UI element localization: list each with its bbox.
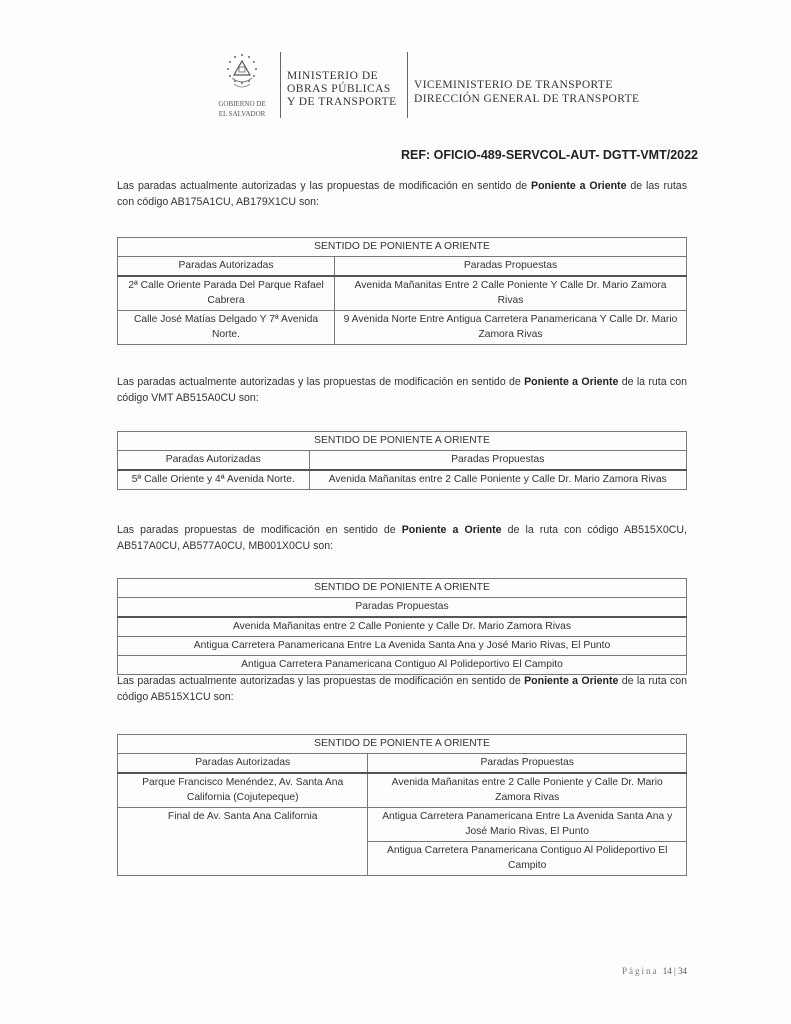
intro-text: Las paradas actualmente autorizadas y las propuestas de modificación en sentido de xyxy=(117,180,532,192)
table-title: SENTIDO DE PONIENTE A ORIENTE xyxy=(118,579,687,598)
table-cell: Avenida Mañanitas entre 2 Calle Poniente y Calle Dr. Mario Zamora Rivas xyxy=(368,773,687,808)
table-cell: Antigua Carretera Panamericana Entre La Avenida Santa Ana y José Mario Rivas, El Punto xyxy=(118,637,687,656)
table-row xyxy=(118,470,687,490)
table-cell: Calle José Matías Delgado Y 7ª Avenida Norte. xyxy=(118,311,335,345)
divider xyxy=(280,52,281,118)
table-title: SENTIDO DE PONIENTE A ORIENTE xyxy=(118,735,687,754)
table-title: SENTIDO DE PONIENTE A ORIENTE xyxy=(118,238,687,257)
divider xyxy=(407,52,408,118)
page-label: Página xyxy=(622,966,659,976)
section-intro xyxy=(117,673,687,705)
table-row xyxy=(118,637,687,656)
ministry-line-2: OBRAS PÚBLICAS xyxy=(287,83,391,95)
stops-table xyxy=(117,431,687,490)
column-header: Paradas Propuestas xyxy=(118,598,687,618)
reference-number: REF: OFICIO-489-SERVCOL-AUT- DGTT-VMT/2022 xyxy=(400,148,698,162)
stops-table xyxy=(117,734,687,876)
table-cell: Antigua Carretera Panamericana Contiguo Al Polideportivo El Campito xyxy=(368,842,687,876)
table-cell: 9 Avenida Norte Entre Antigua Carretera Panamericana Y Calle Dr. Mario Zamora Rivas xyxy=(335,311,687,345)
intro-bold: Poniente a Oriente xyxy=(524,675,619,687)
table-row xyxy=(118,773,687,808)
table-row xyxy=(118,276,687,311)
ministry-line-1: MINISTERIO DE xyxy=(287,70,379,82)
coat-of-arms-icon xyxy=(222,52,262,98)
table-row xyxy=(118,617,687,637)
column-header: Paradas Propuestas xyxy=(368,754,687,774)
section-intro xyxy=(117,522,687,554)
intro-bold: Poniente a Oriente xyxy=(531,180,627,192)
intro-text: de la ruta con código AB515X0CU, AB517A0CU, AB577A0CU, MB001X0CU son: xyxy=(117,524,687,552)
intro-bold: Poniente a Oriente xyxy=(401,524,502,536)
table-cell: Antigua Carretera Panamericana Contiguo Al Polideportivo El Campito xyxy=(118,656,687,675)
column-header: Paradas Autorizadas xyxy=(118,754,368,774)
table-row xyxy=(118,311,687,345)
column-header: Paradas Autorizadas xyxy=(118,451,310,471)
intro-text: de la ruta con código VMT AB515A0CU son: xyxy=(117,376,688,404)
table-cell: Parque Francisco Menéndez, Av. Santa Ana California (Cojutepeque) xyxy=(118,773,368,808)
column-header: Paradas Autorizadas xyxy=(118,257,335,277)
table-cell: Antigua Carretera Panamericana Entre La Avenida Santa Ana y José Mario Rivas, El Punto xyxy=(368,808,687,842)
table-cell: Avenida Mañanitas entre 2 Calle Poniente y Calle Dr. Mario Zamora Rivas xyxy=(118,617,687,637)
stops-table xyxy=(117,578,687,675)
intro-text: de las rutas con código AB175A1CU, AB179X1CU son: xyxy=(117,180,687,208)
seal-caption-2: EL SALVADOR xyxy=(218,110,266,118)
column-header: Paradas Propuestas xyxy=(309,451,687,471)
table-cell: 2ª Calle Oriente Parada Del Parque Rafael Cabrera xyxy=(118,276,335,311)
intro-text: Las paradas actualmente autorizadas y las propuestas de modificación en sentido de xyxy=(117,376,525,388)
page-footer xyxy=(622,966,687,976)
section-intro xyxy=(117,178,687,210)
table-row xyxy=(118,808,687,842)
page-number: 14 | 34 xyxy=(662,966,688,976)
intro-bold: Poniente a Oriente xyxy=(524,376,619,388)
intro-text: de la ruta con código AB515X1CU son: xyxy=(117,675,688,703)
table-title: SENTIDO DE PONIENTE A ORIENTE xyxy=(118,432,687,451)
section-intro xyxy=(117,374,687,406)
intro-text: Las paradas actualmente autorizadas y las propuestas de modificación en sentido de xyxy=(117,675,525,687)
ministry-name xyxy=(287,52,401,109)
government-seal xyxy=(210,52,274,118)
table-row xyxy=(118,656,687,675)
column-header: Paradas Propuestas xyxy=(335,257,687,277)
ministry-line-3: Y DE TRANSPORTE xyxy=(287,96,397,108)
table-cell: Final de Av. Santa Ana California xyxy=(118,808,368,876)
stops-table xyxy=(117,237,687,345)
table-cell: 5ª Calle Oriente y 4ª Avenida Norte. xyxy=(118,470,310,490)
table-cell: Avenida Mañanitas Entre 2 Calle Poniente Y Calle Dr. Mario Zamora Rivas xyxy=(335,276,687,311)
vice-ministry-name xyxy=(414,52,639,106)
letterhead xyxy=(210,52,639,124)
intro-text: Las paradas propuestas de modificación en sentido de xyxy=(117,524,402,536)
vice-line-2: DIRECCIÓN GENERAL DE TRANSPORTE xyxy=(414,93,640,105)
seal-caption-1: GOBIERNO DE xyxy=(218,100,266,108)
table-cell: Avenida Mañanitas entre 2 Calle Poniente y Calle Dr. Mario Zamora Rivas xyxy=(309,470,687,490)
vice-line-1: VICEMINISTERIO DE TRANSPORTE xyxy=(414,79,613,91)
